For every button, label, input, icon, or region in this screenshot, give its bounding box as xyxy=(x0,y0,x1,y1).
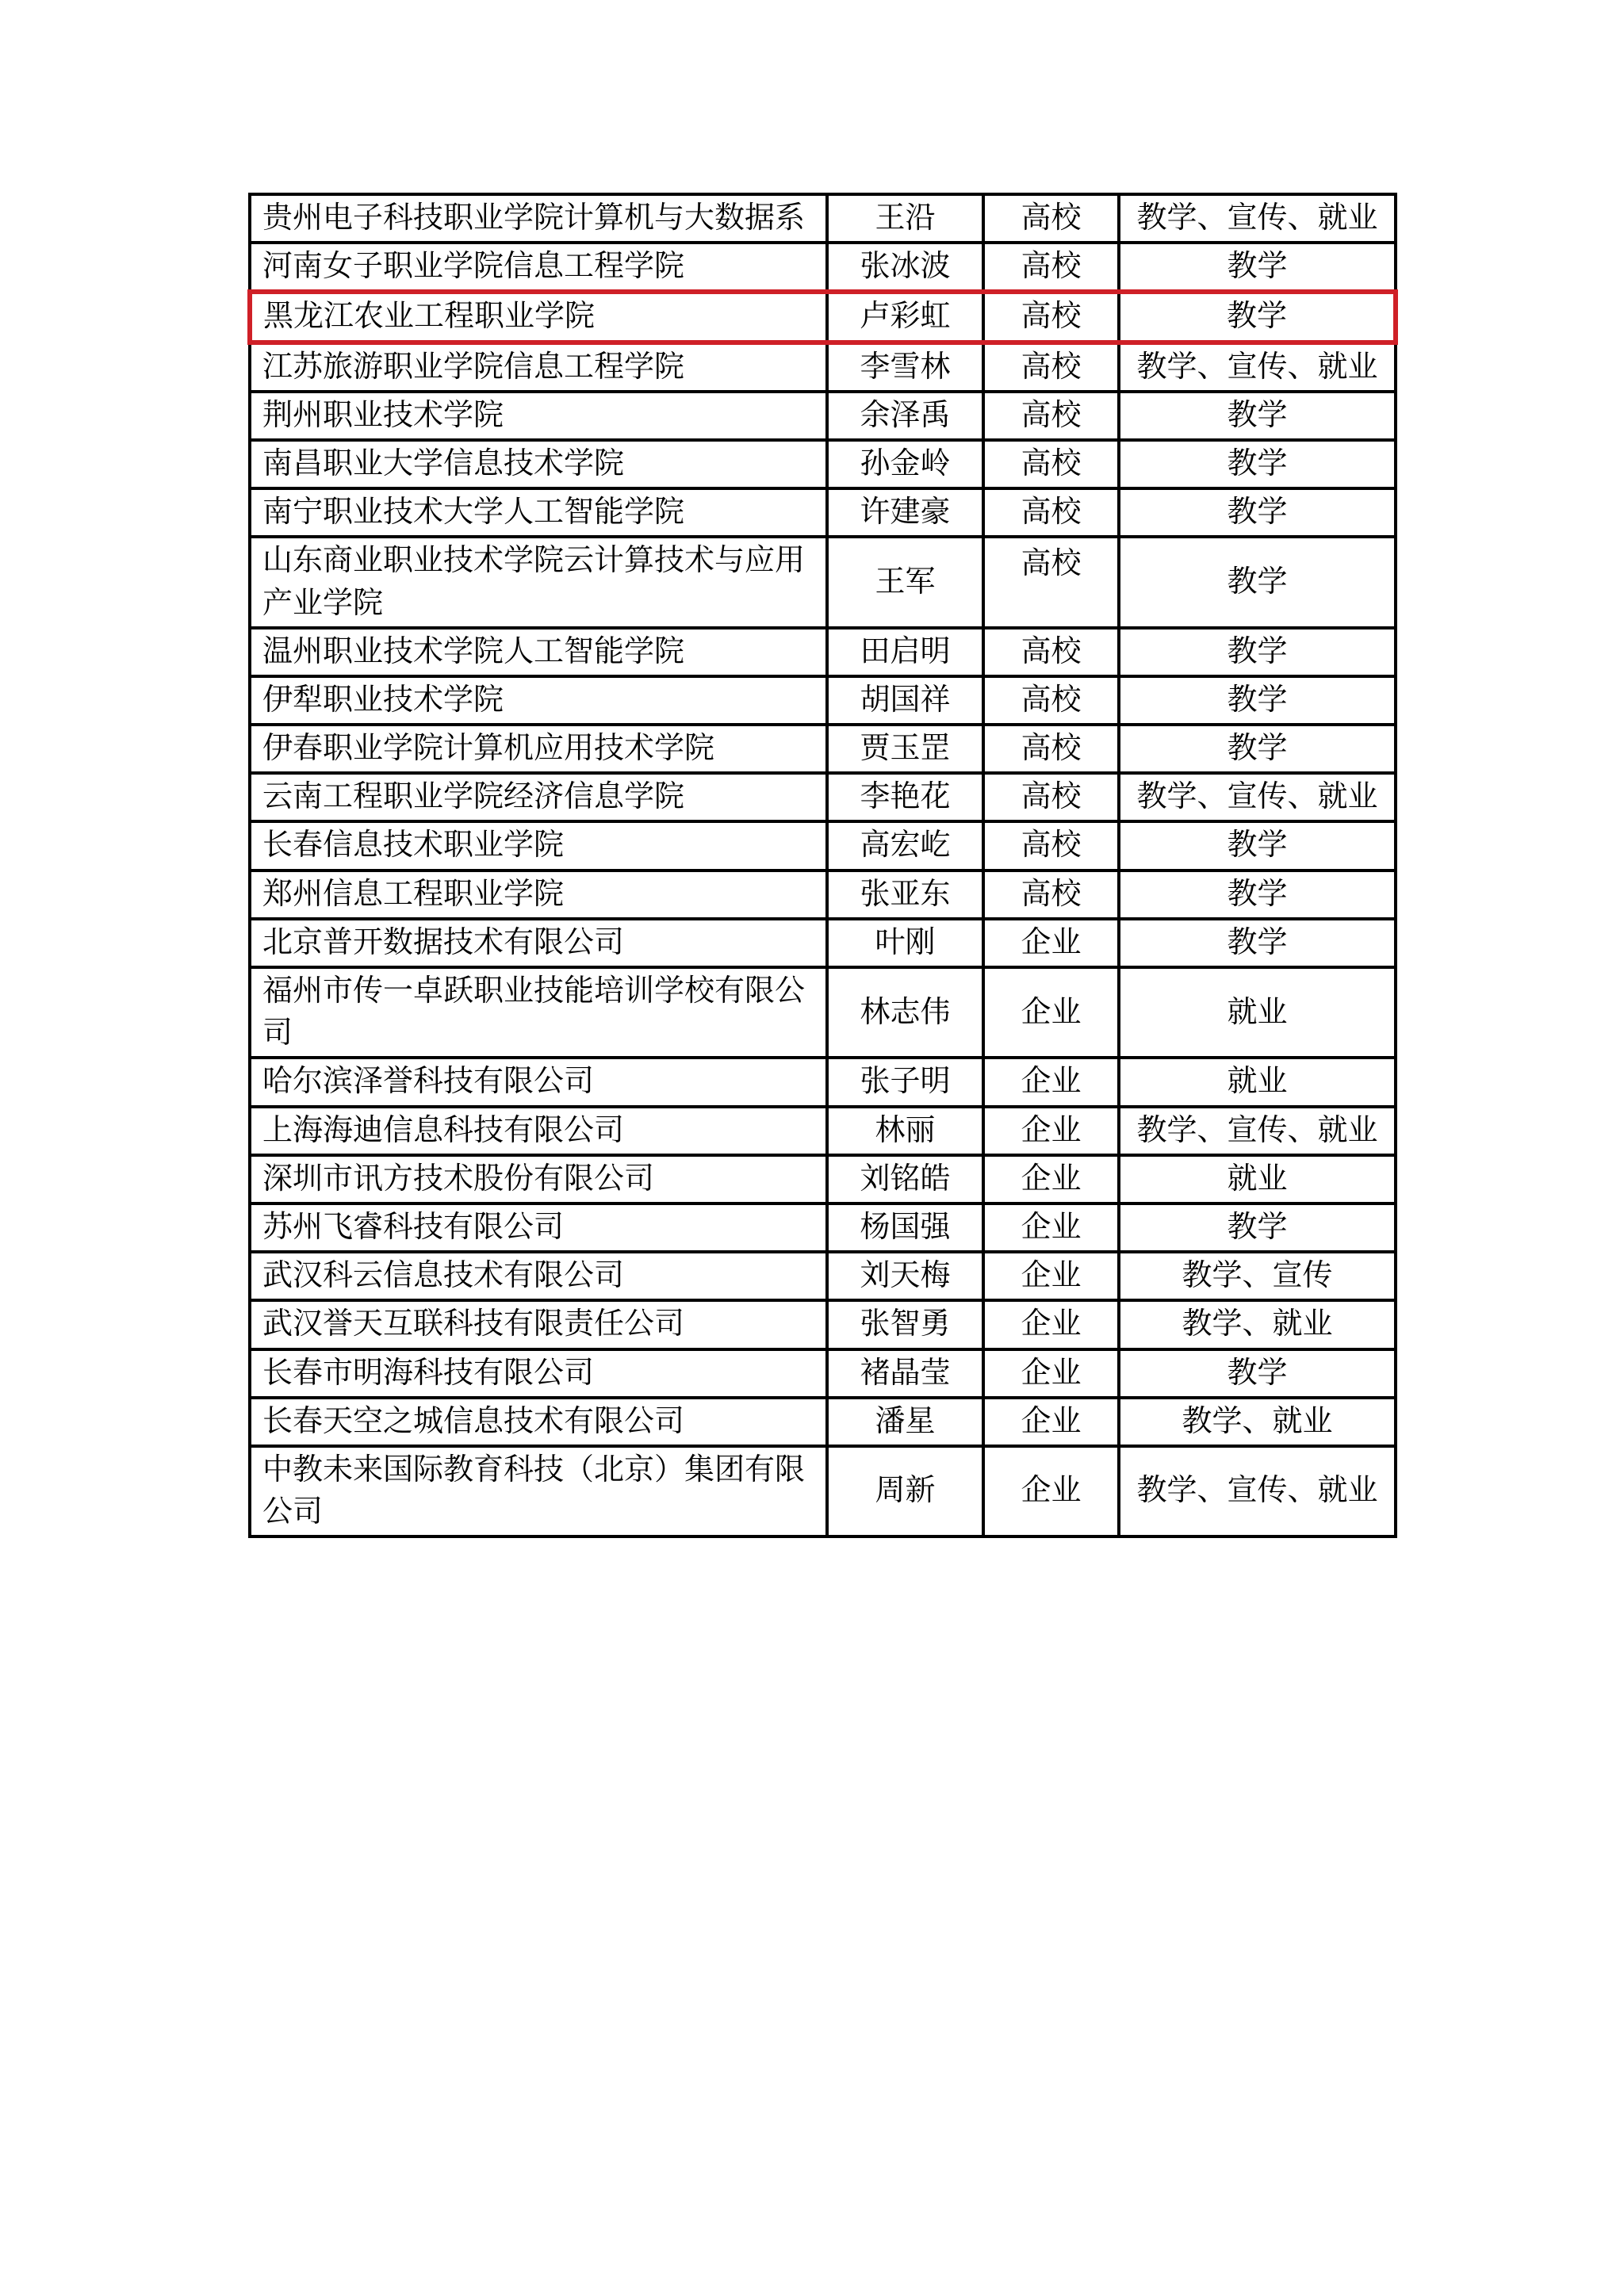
name-cell: 张冰波 xyxy=(827,243,983,292)
org-cell: 伊犁职业技术学院 xyxy=(250,676,827,725)
name-cell: 张子明 xyxy=(827,1058,983,1106)
roster-table xyxy=(247,193,1398,1538)
org-cell: 长春市明海科技有限公司 xyxy=(250,1349,827,1398)
roles-cell: 教学、就业 xyxy=(1119,1300,1396,1349)
roles-cell: 教学、宣传、就业 xyxy=(1119,1446,1396,1536)
roles-cell: 教学 xyxy=(1119,292,1396,342)
name-cell: 刘铭皓 xyxy=(827,1155,983,1203)
org-cell: 南昌职业大学信息技术学院 xyxy=(250,440,827,488)
table-row xyxy=(250,440,1396,488)
name-cell: 林丽 xyxy=(827,1107,983,1155)
org-cell: 山东商业职业技术学院云计算技术与应用产业学院 xyxy=(250,537,827,627)
org-cell: 福州市传一卓跃职业技能培训学校有限公司 xyxy=(250,967,827,1058)
org-cell: 中教未来国际教育科技（北京）集团有限公司 xyxy=(250,1446,827,1536)
roles-cell: 就业 xyxy=(1119,967,1396,1058)
table-row xyxy=(250,392,1396,440)
roster-table-body xyxy=(250,194,1396,1536)
name-cell: 褚晶莹 xyxy=(827,1349,983,1398)
table-row xyxy=(250,1300,1396,1349)
org-cell: 江苏旅游职业学院信息工程学院 xyxy=(250,342,827,392)
name-cell: 孙金岭 xyxy=(827,440,983,488)
table-row xyxy=(250,537,1396,627)
category-cell: 企业 xyxy=(983,1349,1119,1398)
name-cell: 叶刚 xyxy=(827,919,983,967)
roles-cell: 教学 xyxy=(1119,537,1396,627)
category-cell: 高校 xyxy=(983,773,1119,821)
table-row xyxy=(250,967,1396,1058)
table-row xyxy=(250,1398,1396,1446)
table-row xyxy=(250,1446,1396,1536)
table-row xyxy=(250,628,1396,676)
org-cell: 温州职业技术学院人工智能学院 xyxy=(250,628,827,676)
org-cell: 贵州电子科技职业学院计算机与大数据系 xyxy=(250,194,827,243)
roles-cell: 教学、宣传 xyxy=(1119,1252,1396,1300)
org-cell: 黑龙江农业工程职业学院 xyxy=(250,292,827,342)
table-row xyxy=(250,342,1396,392)
category-cell: 企业 xyxy=(983,1058,1119,1106)
roles-cell: 教学 xyxy=(1119,919,1396,967)
org-cell: 荆州职业技术学院 xyxy=(250,392,827,440)
name-cell: 贾玉罡 xyxy=(827,725,983,773)
category-cell: 高校 xyxy=(983,488,1119,537)
category-cell: 高校 xyxy=(983,440,1119,488)
table-row xyxy=(250,243,1396,292)
category-cell: 企业 xyxy=(983,919,1119,967)
highlighted-row xyxy=(250,292,1396,342)
org-cell: 长春信息技术职业学院 xyxy=(250,821,827,870)
category-cell: 企业 xyxy=(983,1252,1119,1300)
org-cell: 长春天空之城信息技术有限公司 xyxy=(250,1398,827,1446)
table-row xyxy=(250,1203,1396,1252)
table-row xyxy=(250,1058,1396,1106)
category-cell: 高校 xyxy=(983,628,1119,676)
org-cell: 深圳市讯方技术股份有限公司 xyxy=(250,1155,827,1203)
name-cell: 王沿 xyxy=(827,194,983,243)
table-row xyxy=(250,1252,1396,1300)
roles-cell: 教学 xyxy=(1119,1203,1396,1252)
org-cell: 哈尔滨泽誉科技有限公司 xyxy=(250,1058,827,1106)
table-row xyxy=(250,194,1396,243)
roles-cell: 教学 xyxy=(1119,440,1396,488)
table-row xyxy=(250,773,1396,821)
name-cell: 张亚东 xyxy=(827,871,983,919)
table-row xyxy=(250,1155,1396,1203)
roles-cell: 教学、就业 xyxy=(1119,1398,1396,1446)
roles-cell: 教学、宣传、就业 xyxy=(1119,194,1396,243)
category-cell: 企业 xyxy=(983,1398,1119,1446)
category-cell: 高校 xyxy=(983,243,1119,292)
roles-cell: 教学 xyxy=(1119,821,1396,870)
org-cell: 苏州飞睿科技有限公司 xyxy=(250,1203,827,1252)
org-cell: 伊春职业学院计算机应用技术学院 xyxy=(250,725,827,773)
name-cell: 王军 xyxy=(827,537,983,627)
name-cell: 许建豪 xyxy=(827,488,983,537)
roles-cell: 教学 xyxy=(1119,392,1396,440)
org-cell: 南宁职业技术大学人工智能学院 xyxy=(250,488,827,537)
roles-cell: 教学 xyxy=(1119,676,1396,725)
category-cell: 高校 xyxy=(983,292,1119,342)
category-cell: 企业 xyxy=(983,1446,1119,1536)
roles-cell: 就业 xyxy=(1119,1058,1396,1106)
table-row xyxy=(250,725,1396,773)
roles-cell: 教学 xyxy=(1119,725,1396,773)
category-cell: 企业 xyxy=(983,1155,1119,1203)
category-cell: 企业 xyxy=(983,1300,1119,1349)
category-cell: 高校 xyxy=(983,725,1119,773)
category-cell: 企业 xyxy=(983,967,1119,1058)
table-row xyxy=(250,821,1396,870)
name-cell: 张智勇 xyxy=(827,1300,983,1349)
category-cell: 高校 xyxy=(983,537,1119,627)
roles-cell: 教学 xyxy=(1119,1349,1396,1398)
table-row xyxy=(250,676,1396,725)
category-cell: 高校 xyxy=(983,871,1119,919)
name-cell: 刘天梅 xyxy=(827,1252,983,1300)
roles-cell: 就业 xyxy=(1119,1155,1396,1203)
roles-cell: 教学 xyxy=(1119,628,1396,676)
name-cell: 胡国祥 xyxy=(827,676,983,725)
name-cell: 田启明 xyxy=(827,628,983,676)
roles-cell: 教学、宣传、就业 xyxy=(1119,342,1396,392)
roles-cell: 教学 xyxy=(1119,243,1396,292)
category-cell: 高校 xyxy=(983,392,1119,440)
name-cell: 余泽禹 xyxy=(827,392,983,440)
table-row xyxy=(250,1349,1396,1398)
name-cell: 潘星 xyxy=(827,1398,983,1446)
category-cell: 高校 xyxy=(983,194,1119,243)
category-cell: 高校 xyxy=(983,342,1119,392)
roles-cell: 教学、宣传、就业 xyxy=(1119,1107,1396,1155)
category-cell: 企业 xyxy=(983,1107,1119,1155)
category-cell: 企业 xyxy=(983,1203,1119,1252)
name-cell: 高宏屹 xyxy=(827,821,983,870)
org-cell: 武汉科云信息技术有限公司 xyxy=(250,1252,827,1300)
roles-cell: 教学 xyxy=(1119,488,1396,537)
roles-cell: 教学 xyxy=(1119,871,1396,919)
org-cell: 上海海迪信息科技有限公司 xyxy=(250,1107,827,1155)
org-cell: 武汉誉天互联科技有限责任公司 xyxy=(250,1300,827,1349)
org-cell: 云南工程职业学院经济信息学院 xyxy=(250,773,827,821)
name-cell: 卢彩虹 xyxy=(827,292,983,342)
name-cell: 李艳花 xyxy=(827,773,983,821)
org-cell: 北京普开数据技术有限公司 xyxy=(250,919,827,967)
category-cell: 高校 xyxy=(983,676,1119,725)
table-row xyxy=(250,871,1396,919)
table-row xyxy=(250,919,1396,967)
name-cell: 周新 xyxy=(827,1446,983,1536)
table-row xyxy=(250,488,1396,537)
org-cell: 河南女子职业学院信息工程学院 xyxy=(250,243,827,292)
table-row xyxy=(250,1107,1396,1155)
name-cell: 林志伟 xyxy=(827,967,983,1058)
org-cell: 郑州信息工程职业学院 xyxy=(250,871,827,919)
category-cell: 高校 xyxy=(983,821,1119,870)
roles-cell: 教学、宣传、就业 xyxy=(1119,773,1396,821)
name-cell: 李雪林 xyxy=(827,342,983,392)
name-cell: 杨国强 xyxy=(827,1203,983,1252)
